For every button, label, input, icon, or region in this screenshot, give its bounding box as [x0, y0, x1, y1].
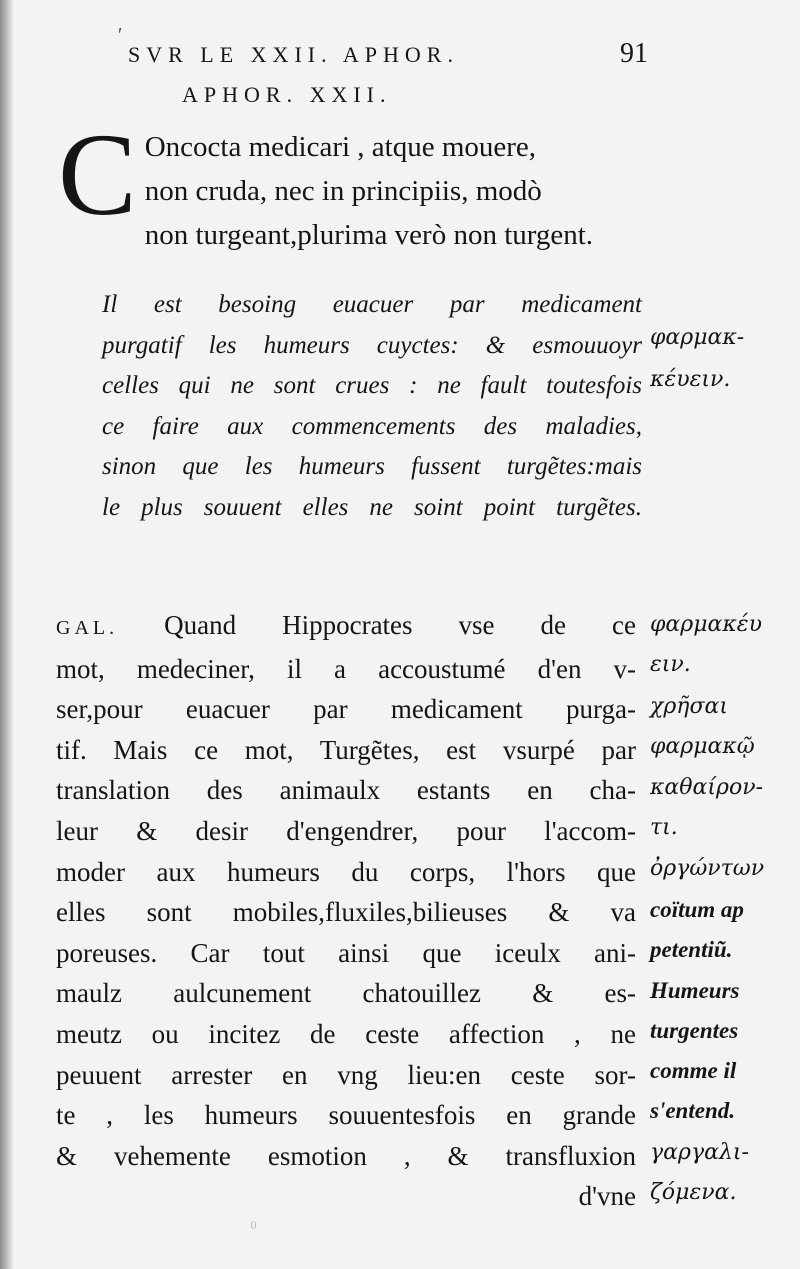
margin-note: φαρμακῷ — [650, 734, 755, 759]
translation-line: sinon que les humeurs fussent turgẽtes:mais — [102, 453, 642, 480]
commentary-line: leur & desir d'engendrer, pour l'accom- — [56, 815, 636, 846]
margin-note: s'entend. — [650, 1098, 735, 1123]
commentary-line: meutz ou incitez de ceste affection , ne — [56, 1018, 636, 1049]
margin-note: χρῆσαι — [650, 694, 728, 719]
margin-note: turgentes — [650, 1018, 739, 1043]
page-number: 91 — [620, 38, 648, 69]
commentary-line: poreuses. Car tout ainsi que iceulx ani- — [56, 937, 636, 968]
margin-note: τι. — [650, 815, 678, 840]
stray-mark: ₀ — [250, 1208, 257, 1230]
margin-note: φαρμακ- — [650, 325, 745, 350]
margin-note: κέυειν. — [650, 367, 731, 392]
commentary-line: te , les humeurs souuentesfois en grande — [56, 1100, 636, 1131]
latin-aphorism — [56, 109, 636, 257]
latin-line: non turgeant,plurima verò non turgent. — [144, 219, 594, 251]
galen-commentary — [56, 605, 636, 1217]
latin-line: non cruda, nec in principiis, modò — [144, 175, 542, 207]
translation-line: purgatif les humeurs cuyctes: & esmouuoyr — [102, 331, 642, 359]
commentary-line: maulz aulcunement chatouillez & es- — [56, 978, 636, 1009]
commentary-line: ser,pour euacuer par medicament purga- — [56, 694, 636, 725]
commentary-line: elles sont mobiles,fluxiles,bilieuses & va — [56, 897, 636, 928]
margin-note: γαργαλι- — [650, 1140, 749, 1165]
margin-note: ὀργώντων — [650, 856, 765, 881]
margin-note: φαρμακέυ — [650, 612, 762, 637]
commentary-line: peuuent arrester en vng lieu:en ceste sor- — [56, 1059, 636, 1090]
stray-mark: ′ — [118, 24, 123, 46]
latin-line: Oncocta medicari , atque mouere, — [144, 131, 537, 163]
margin-note: petentiũ. — [650, 937, 733, 962]
commentary-line: moder aux humeurs du corps, l'hors que — [56, 856, 636, 887]
commentary-label: GAL. — [56, 617, 119, 639]
commentary-line: tif. Mais ce mot, Turgẽtes, est vsurpé par — [56, 734, 636, 765]
running-title: SVR LE XXII. APHOR. — [128, 42, 459, 67]
commentary-line: & vehemente esmotion , & transfluxion — [56, 1140, 636, 1171]
gutter-shadow — [0, 0, 14, 1269]
margin-note: ειν. — [650, 652, 691, 677]
margin-note: coïtum ap — [650, 897, 744, 922]
commentary-first-line — [56, 605, 636, 649]
running-head — [128, 38, 648, 69]
french-translation — [102, 285, 642, 528]
margin-note: comme il — [650, 1058, 737, 1083]
drop-capital: C — [58, 109, 137, 240]
translation-line: ce faire aux commencements des maladies, — [102, 412, 642, 440]
translation-line: celles qui ne sont crues : ne fault toutesfois — [102, 372, 642, 399]
commentary-text: Quand Hippocrates vse de ce — [164, 610, 636, 640]
commentary-line: mot, medeciner, il a accoustumé d'en v- — [56, 653, 636, 684]
aphorism-title: APHOR. XXII. — [182, 82, 392, 107]
translation-line: le plus souuent elles ne soint point turgẽtes. — [102, 493, 642, 521]
catchword: d'vne — [578, 1181, 636, 1212]
margin-note: ζόμενα. — [650, 1180, 737, 1205]
commentary-line: translation des animaulx estants en cha- — [56, 775, 636, 806]
translation-line: Il est besoing euacuer par medicament — [102, 291, 642, 318]
margin-note: καθαίρον- — [650, 775, 763, 800]
margin-note: Humeurs — [650, 978, 740, 1003]
